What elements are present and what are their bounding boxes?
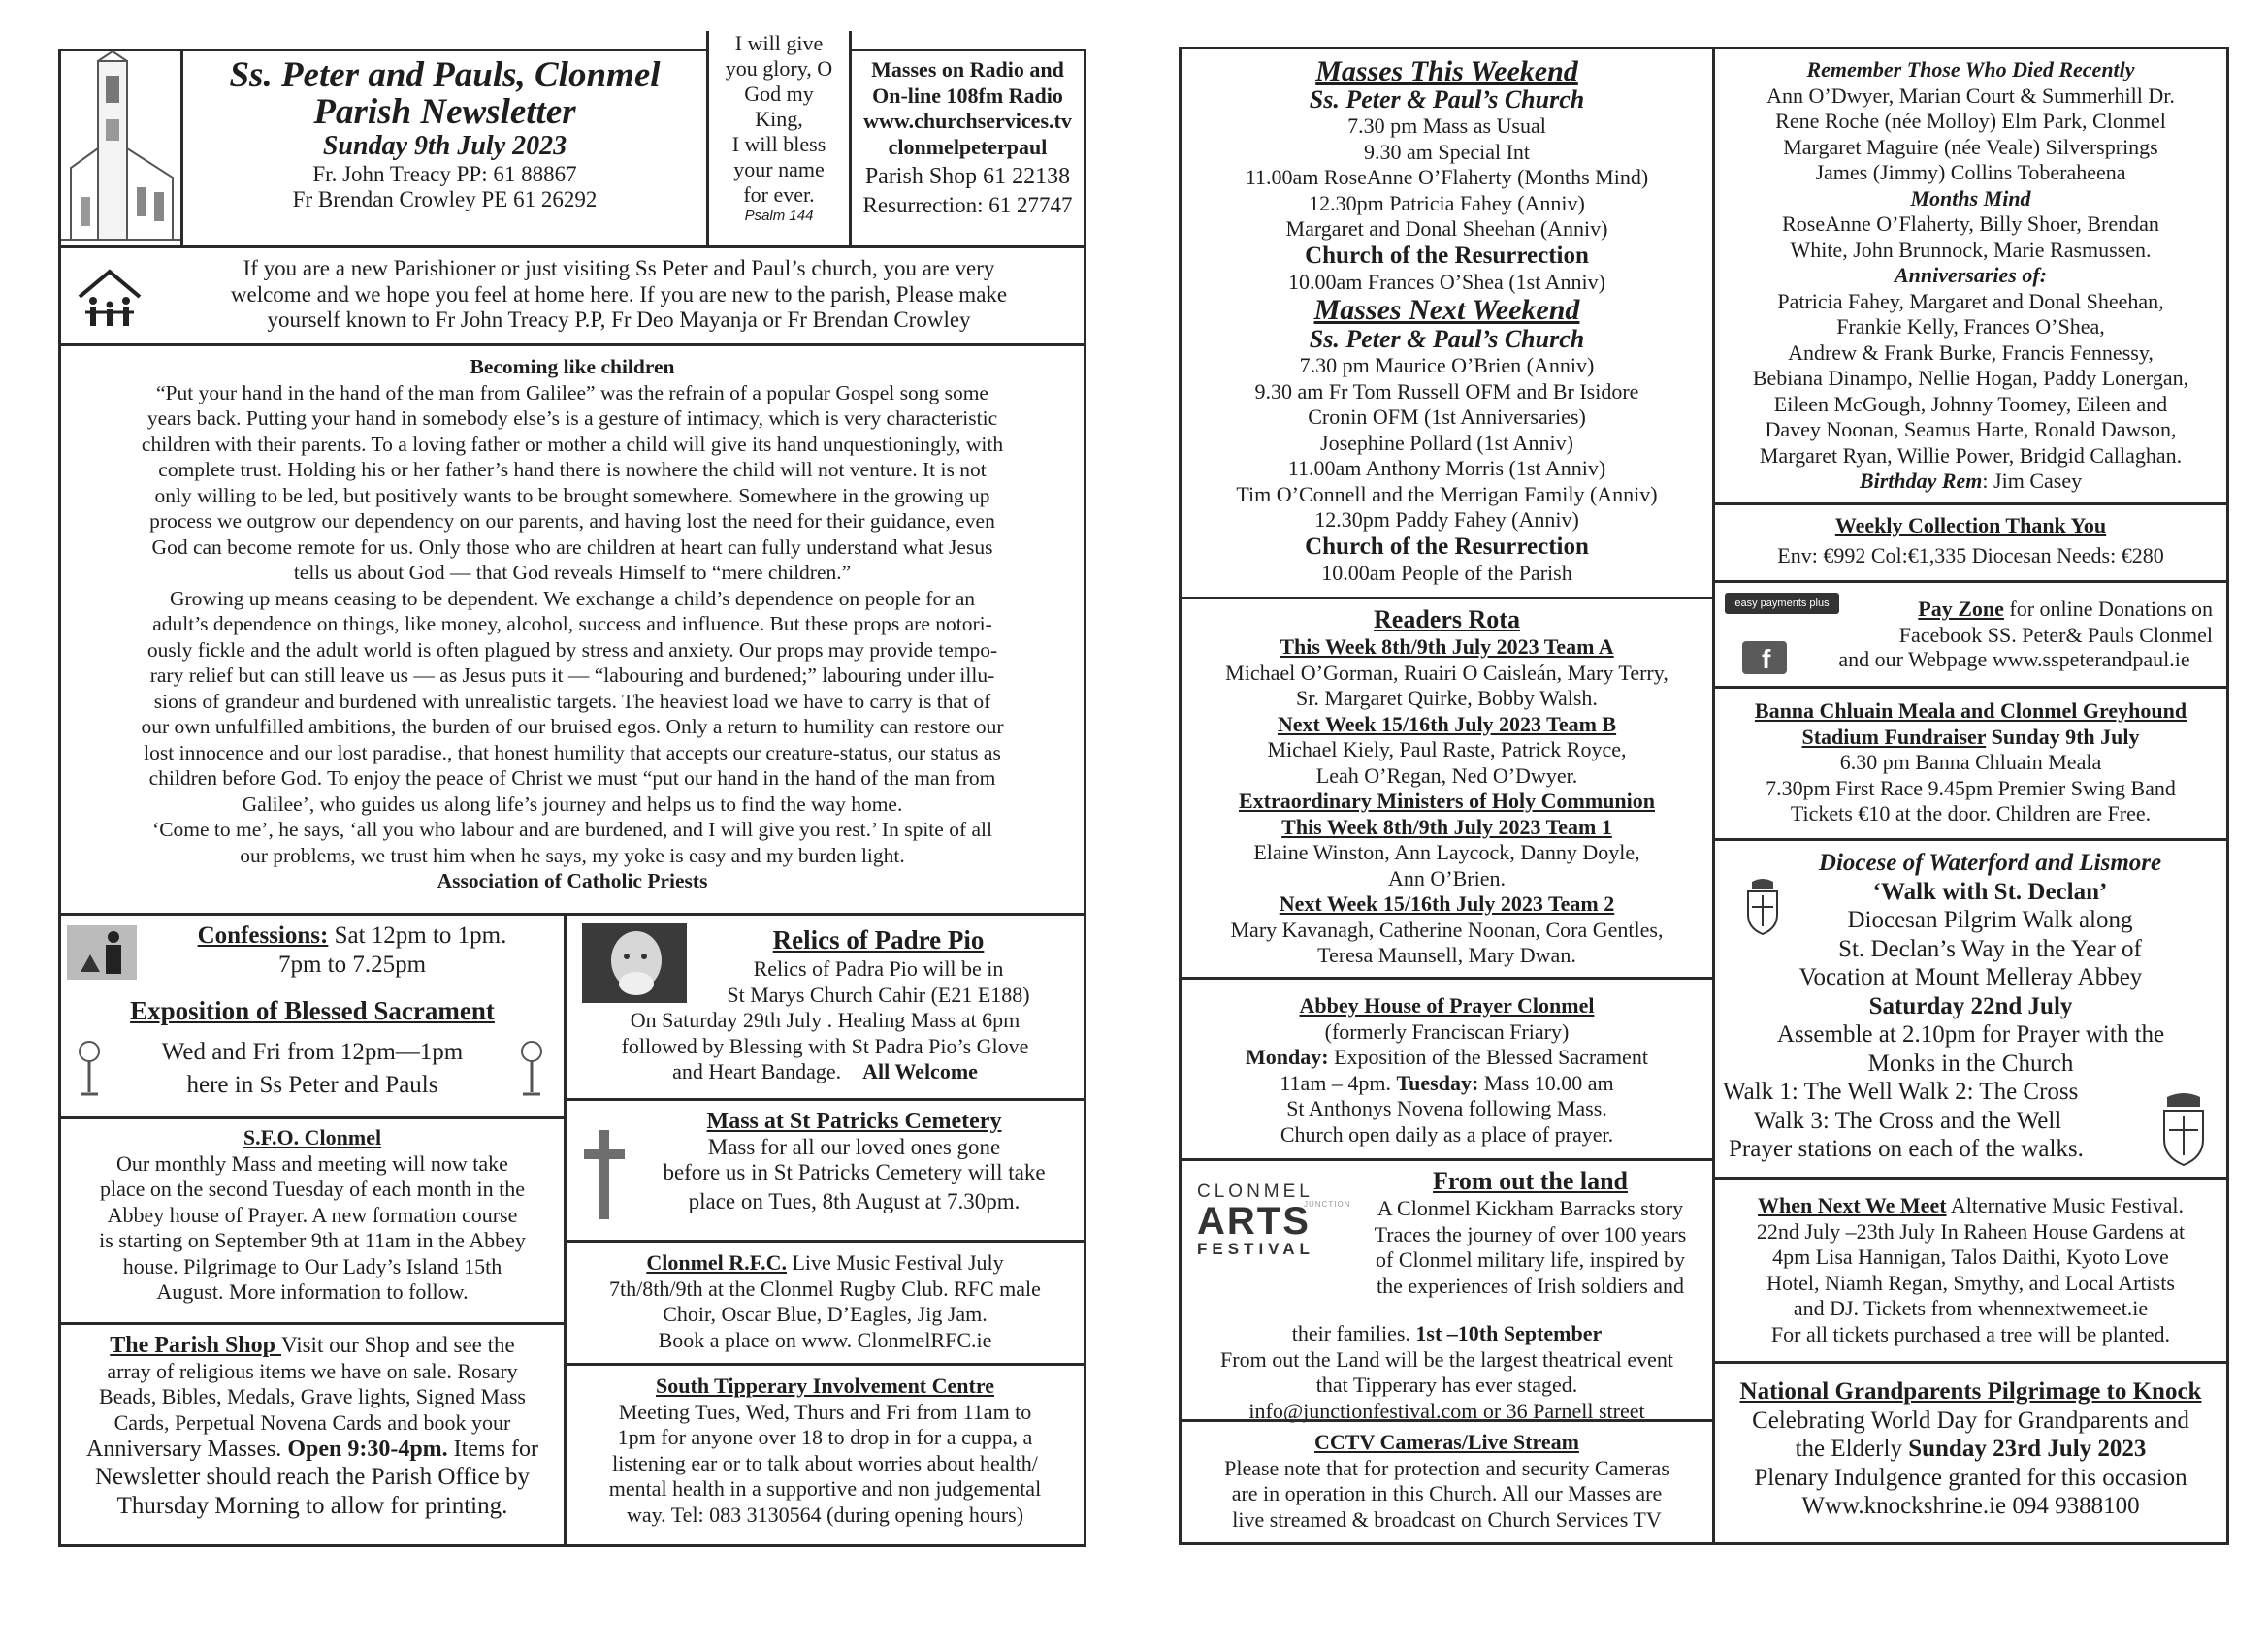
land-families: their families. [1291,1321,1416,1345]
involvement-line: listening ear or to talk about worries about health/ [612,1450,1038,1475]
readers-names: Leah O’Regan, Ned O’Dwyer. [1315,762,1578,788]
reflection-line: process we outgrow our dependency on our parents, and having lost the need for their guidance, even [149,509,995,533]
diocese-line: Diocesan Pilgrim Walk along [1847,907,2133,933]
mass-item: 7.30 pm Mass as Usual [1347,113,1546,138]
sfo-line: place on the second Tuesday of each month in the [99,1177,526,1201]
diocese-walks: Prayer stations on each of the walks. [1729,1136,2084,1162]
anniversaries-line: Bebiana Dinampo, Nellie Hogan, Paddy Lonergan, [1752,366,2189,390]
land-contact[interactable]: info@junctionfestival.com or 36 Parnell street [1248,1398,1645,1423]
payzone-text: for online Donations on [2003,597,2213,621]
easy-payments-badge: easy payments plus [1725,593,1839,614]
mass-item: Josephine Pollard (1st Anniv) [1320,430,1573,455]
shop-heading [61,1333,564,1359]
masses-resurrection-1: Church of the Resurrection [1305,242,1589,269]
shop-rest: Newsletter should reach the Parish Office by [94,1464,530,1490]
grandparents-date: Sunday 23rd July 2023 [1908,1436,2147,1462]
reflection-line: “Put your hand in the hand of the man from Galilee” was the refrain of a popular Gospel song some [156,380,988,404]
sfo-title: S.F.O. Clonmel [243,1125,382,1149]
banna-title: Banna Chluain Meala and Clonmel Greyhound [1754,698,2187,723]
cctv-line: are in operation in this Church. All our Masses are [1231,1481,1663,1505]
rfc-title: Clonmel R.F.C. [646,1250,787,1275]
radio-link[interactable]: www.churchservices.tv [863,109,1072,133]
psalm-line: I will give [734,31,824,55]
shop-open-hours: Open 9:30-4pm. [287,1437,448,1462]
whennext-line: 4pm Lisa Hannigan, Talos Daithi, Kyoto Love [1772,1245,2169,1269]
remember-title: Remember Those Who Died Recently [1806,57,2135,81]
mass-item: Cronin OFM (1st Anniversaries) [1308,404,1586,429]
reflection-line: complete trust. Holding his or her father’s hand there is nowhere the child will not venture. It is not [158,458,987,481]
reflection-line: tells us about God — that God reveals Himself to “mere children.” [293,561,852,584]
abbey-novena: St Anthonys Novena following Mass. [1286,1096,1607,1120]
reflection-line: only willing to be led, but positively wants to be brought somewhere. Somewhere in the growing up [154,483,990,507]
ministers-names: Elaine Winston, Ann Laycock, Danny Doyle, [1253,840,1640,864]
anniversaries-line: Andrew & Frank Burke, Francis Fennessy, [1788,340,2154,365]
months-mind-line: RoseAnne O’Flaherty, Billy Shoer, Brendan [1782,211,2159,236]
grandparents-box [1712,1361,2229,1545]
involvement-line: 1pm for anyone over 18 to drop in for a cuppa, a [617,1425,1033,1449]
birthday-line [1715,469,2226,495]
mass-item: Margaret and Donal Sheehan (Anniv) [1285,216,1608,241]
logo-arts: ARTS [1197,1200,1311,1243]
grandparents-title: National Grandparents Pilgrimage to Knock [1739,1378,2202,1405]
reflection-line: adult’s dependence on things, like money, alcohol, success and influence. But these props are notori- [152,612,992,635]
collection-box [1712,502,2229,583]
grandparents-contact[interactable]: Www.knockshrine.ie 094 9388100 [1801,1493,2140,1519]
mass-item: 10.00am People of the Parish [1321,560,1572,585]
abbey-monday-text: Exposition of the Blessed Sacrament [1328,1045,1648,1069]
banna-heading-2 [1715,725,2226,751]
land-line: A Clonmel Kickham Barracks story [1377,1196,1684,1220]
psalm-line: King, [755,107,803,131]
whennext-title: When Next We Meet [1758,1193,1947,1217]
radio-line: clonmelpeterpaul [888,134,1048,159]
radio-line: Masses on Radio and [871,57,1064,81]
abbey-tuesday-label: Tuesday: [1396,1070,1479,1095]
anniversaries-line: Margaret Ryan, Willie Power, Bridgid Callaghan. [1759,442,2183,468]
sfo-line: is starting on September 9th at 11am in the Abbey [99,1228,526,1252]
reflection-title: Becoming like children [470,355,675,378]
birthday-label: Birthday Rem [1859,469,1983,493]
ministers-names: Ann O’Brien. [1388,865,1506,890]
ministers-week: Next Week 15/16th July 2023 Team 2 [1279,891,1615,916]
remember-box [1712,47,2229,505]
months-mind-title: Months Mind [1910,185,2031,210]
mass-item: Tim O’Connell and the Merrigan Family (Anniv) [1236,481,1658,506]
land-line: Traces the journey of over 100 years [1374,1221,1687,1246]
sfo-line: house. Pilgrimage to Our Lady’s Island 15th [122,1253,502,1278]
welcome-line: welcome and we hope you feel at home here. If you are new to the parish, Please make [230,281,1008,307]
psalm-line: God my [744,81,814,106]
mass-item: 11.00am Anthony Morris (1st Anniv) [1287,456,1606,480]
priest-contact-2: Fr Brendan Crowley PE 61 26292 [292,187,598,211]
exposition-title: Exposition of Blessed Sacrament [130,996,495,1025]
reflection-line: lost innocence and our lost paradise., that honest humility that accepts our creature-status, our status as [144,740,1001,764]
welcome-line: yourself known to Fr John Treacy P.P, Fr Deo Mayanja or Fr Brendan Crowley [267,307,971,332]
readers-names: Sr. Margaret Quirke, Bobby Walsh. [1296,686,1598,710]
reflection-line: Galilee’, who guides us along life’s journey and helps us to find the way home. [242,792,903,816]
cemetery-line: before us in St Patricks Cemetery will take [663,1160,1046,1184]
land-dates-line [1182,1321,1712,1347]
masthead [58,31,1086,248]
relics-welcome: All Welcome [862,1059,978,1083]
anniversaries-line: Frankie Kelly, Frances O’Shea, [1836,314,2105,339]
banna-line: 6.30 pm Banna Chluain Meala [1839,750,2102,774]
rfc-heading [567,1250,1084,1277]
land-more: From out the Land will be the largest theatrical event [1220,1346,1673,1372]
banna-fundraiser: Stadium Fundraiser [1801,724,1987,749]
cemetery-box [564,1098,1086,1243]
reflection-author: Association of Catholic Priests [437,869,708,892]
sfo-line: August. More information to follow. [156,1279,469,1304]
psalm-line: your name [733,157,825,181]
payzone-box [1712,580,2229,689]
shop-hours-line [61,1436,564,1463]
confessions-label: Confessions: [197,922,329,949]
payzone-title[interactable]: Pay Zone [1918,597,2004,621]
logo-festival: FESTIVAL [1197,1240,1314,1258]
welcome-line: If you are a new Parishioner or just visiting Ss Peter and Paul’s church, you are very [243,256,995,280]
involvement-title: South Tipperary Involvement Centre [656,1374,994,1398]
confession-icon [67,925,137,980]
diocese-date: Saturday 22nd July [1868,992,2073,1019]
abbey-monday [1182,1045,1712,1071]
church-icon [61,51,180,245]
grandparents-line: Celebrating World Day for Grandparents and [1752,1406,2189,1434]
newsletter-title: Parish Newsletter [313,92,576,132]
birthday-name: : Jim Casey [1982,469,2083,493]
land-line: of Clonmel military life, inspired by [1376,1247,1685,1272]
mass-item: 9.30 am Fr Tom Russell OFM and Br Isidore [1254,378,1639,404]
remember-line: Margaret Maguire (née Veale) Silversprings [1783,134,2158,159]
logo-clonmel: CLONMEL [1197,1181,1313,1202]
anniversaries-line: Davey Noonan, Seamus Harte, Ronald Dawson, [1765,417,2177,441]
land-line: the experiences of Irish soldiers and [1376,1273,1685,1298]
remember-line: Ann O’Dwyer, Marian Court & Summerhill Dr. [1766,82,2175,108]
exposition-time: Wed and Fri from 12pm—1pm [161,1039,464,1065]
reflection-line: sions of grandeur and burdened with unrealistic targets. The heaviest load we have to carry is that of [153,689,991,713]
payzone-facebook: Facebook SS. Peter& Pauls Clonmel [1898,622,2213,647]
readers-names: Michael O’Gorman, Ruairi O Caisleán, Mary Terry, [1225,660,1669,685]
payzone-line-1 [1841,597,2213,623]
diocese-walks: Walk 1: The Well Walk 2: The Cross [1723,1079,2079,1105]
abbey-hours: 11am – 4pm. [1280,1070,1397,1095]
banna-line: 7.30pm First Race 9.45pm Premier Swing Band [1766,775,2176,800]
remember-line: Rene Roche (née Molloy) Elm Park, Clonmel [1775,109,2166,133]
reflection-box [58,343,1086,916]
psalm-line: you glory, O [725,56,833,81]
shop-rest: Items for [447,1437,538,1462]
whennext-line[interactable]: and DJ. Tickets from whennextwemeet.ie [1793,1296,2149,1320]
whennext-box [1712,1177,2229,1364]
sfo-line: Our monthly Mass and meeting will now take [116,1150,508,1176]
relics-title: Relics of Padre Pio [772,925,985,954]
abbey-tuesday-text: Mass 10.00 am [1478,1070,1614,1095]
grandparents-date-line [1715,1435,2226,1464]
logo-junction: JUNCTION [1304,1200,1351,1209]
land-box [1179,1158,1715,1422]
priest-contact-1: Fr. John Treacy PP: 61 88867 [312,162,577,186]
diocese-walks: Walk 3: The Cross and the Well [1754,1107,2062,1134]
diocese-walk: ‘Walk with St. Declan’ [1872,878,2108,905]
whennext-subtitle: Alternative Music Festival. [1946,1193,2184,1217]
diocese-more: Monks in the Church [1867,1050,2074,1077]
collection-title: Weekly Collection Thank You [1834,513,2107,537]
relics-line: St Marys Church Cahir (E21 E188) [727,982,1030,1007]
reflection-line: ‘Come to me’, he says, ‘all you who labour and are burdened, and I will give you rest.’ In spite of all [152,818,992,841]
shop-rest: Thursday Morning to allow for printing. [116,1493,508,1519]
land-dates: 1st –10th September [1415,1321,1603,1345]
reflection-line: years back. Putting your hand in somebody else’s is a gesture of intimacy, which is very characteristic [146,406,998,430]
masses-box [1179,47,1715,599]
land-more: that Tipperary has ever staged. [1315,1373,1578,1397]
payzone-webpage[interactable]: and our Webpage www.sspeterandpaul.ie [1838,647,2190,671]
mass-item: 12.30pm Patricia Fahey (Anniv) [1309,190,1585,215]
family-home-icon [76,266,144,334]
land-title: From out the land [1432,1167,1629,1195]
shop-line: Anniversary Masses. [86,1437,288,1462]
relics-line: followed by Blessing with St Padra Pio’s Glove [621,1033,1029,1058]
readers-week: Next Week 15/16th July 2023 Team B [1277,711,1617,736]
whennext-line: Hotel, Niamh Regan, Smythy, and Local Artists [1766,1270,2175,1295]
newsletter-date: Sunday 9th July 2023 [322,131,567,161]
diocese-more: Assemble at 2.10pm for Prayer with the [1776,1021,2165,1048]
rfc-line: 7th/8th/9th at the Clonmel Rugby Club. RFC male [609,1276,1041,1301]
whennext-line: 22nd July –23th July In Raheen House Gardens at [1756,1218,2186,1244]
ministers-week: This Week 8th/9th July 2023 Team 1 [1281,814,1612,839]
reflection-line: rary relief but can still leave us — as Jesus puts it — “labouring and burdened;” labouring under illu- [149,663,995,687]
readers-box [1179,597,1715,980]
involvement-line: Meeting Tues, Wed, Thurs and Fri from 11am to [618,1399,1032,1424]
anniversaries-line: Patricia Fahey, Margaret and Donal Sheehan, [1777,288,2164,313]
grandparents-elderly: the Elderly [1795,1436,1909,1462]
rfc-line: Choir, Oscar Blue, D’Eagles, Jig Jam. [663,1302,988,1326]
arts-festival-logo [1197,1182,1362,1258]
readers-week: This Week 8th/9th July 2023 Team A [1280,634,1614,659]
parish-title: Ss. Peter and Pauls, Clonmel [229,55,661,95]
parish-shop-phone: Parish Shop 61 22138 [864,164,1071,189]
abbey-subtitle: (formerly Franciscan Friary) [1324,1018,1570,1044]
relics-last-line [567,1059,1084,1085]
relics-box [564,913,1086,1101]
cemetery-title: Mass at St Patricks Cemetery [706,1109,1002,1134]
cctv-line: Please note that for protection and security Cameras [1224,1455,1669,1480]
reflection-line: Growing up means ceasing to be dependent. We exchange a child’s dependence on people for an [169,586,976,610]
shop-line: Beads, Bibles, Medals, Grave lights, Signed Mass [99,1384,526,1408]
rfc-link[interactable]: Book a place on www. ClonmelRFC.ie [658,1327,992,1352]
banna-date: Sunday 9th July [1986,724,2140,749]
psalm-box [706,31,852,248]
rfc-title-rest: Live Music Festival July [786,1250,1004,1275]
diocese-line: Vocation at Mount Melleray Abbey [1798,964,2143,990]
confessions-time-1: Sat 12pm to 1pm. [328,922,507,949]
abbey-box [1179,977,1715,1161]
sfo-line: Abbey house of Prayer. A new formation course [107,1202,518,1227]
rfc-box [564,1240,1086,1366]
abbey-monday-label: Monday: [1246,1045,1329,1069]
shop-line: array of religious items we have on sale. Rosary [107,1358,518,1383]
masses-this-weekend-title: Masses This Weekend [1315,55,1578,87]
cemetery-line: place on Tues, 8th August at 7.30pm. [688,1188,1021,1213]
cross-icon [580,1126,629,1223]
relics-line: On Saturday 29th July . Healing Mass at 6pm [630,1008,1021,1032]
reflection-line: our own unfulfilled ambitions, the burden of our bruised egos. Only a return to humility can restore our [141,715,1004,738]
parish-shop-box [58,1322,567,1547]
remember-line: James (Jimmy) Collins Toberaheena [1815,160,2126,184]
abbey-tuesday [1182,1071,1712,1097]
reflection-line: ously fickle and the adult world is often plagued by stress and anxiety. Our props may provide tempo- [146,637,998,662]
months-mind-line: White, John Brunnock, Marie Rasmussen. [1790,237,2152,262]
anniversaries-title: Anniversaries of: [1894,263,2048,287]
readers-names: Michael Kiely, Paul Raste, Patrick Royce, [1267,737,1627,761]
collection-amounts: Env: €992 Col:€1,335 Diocesan Needs: €280 [1777,542,2164,567]
facebook-icon[interactable] [1742,641,1787,674]
masses-resurrection-2: Church of the Resurrection [1305,533,1589,560]
shop-line: Visit our Shop and see the [280,1333,515,1357]
cctv-line: live streamed & broadcast on Church Services TV [1232,1506,1662,1532]
diocese-box [1712,838,2229,1180]
psalm-line: I will bless [731,132,826,156]
resurrection-phone: Resurrection: 61 27747 [862,193,1073,217]
shop-title: The Parish Shop [110,1333,281,1358]
relics-bandage: and Heart Bandage. [672,1059,842,1083]
mass-item: 9.30 am Special Int [1363,139,1531,164]
anniversaries-line: Eileen McGough, Johnny Toomey, Eileen and [1773,391,2168,416]
banna-box [1712,686,2229,841]
welcome-box [58,245,1086,346]
confessions-line [139,922,566,951]
masses-next-weekend-title: Masses Next Weekend [1313,294,1580,326]
abbey-open: Church open daily as a place of prayer. [1280,1121,1614,1147]
shop-line: Cards, Perpetual Novena Cards and book your [113,1409,511,1435]
ministers-title: Extraordinary Ministers of Holy Communion [1239,789,1655,813]
masses-church-2: Ss. Peter & Paul’s Church [1309,325,1585,353]
radio-box [849,48,1086,248]
reflection-line: our problems, we trust him when he says, my yoke is easy and my burden light. [240,843,905,867]
banna-line: Tickets €10 at the door. Children are Free. [1790,801,2152,825]
psalm-line: for ever. [743,182,815,207]
whennext-heading [1715,1193,2226,1219]
relics-line: Relics of Padra Pio will be in [753,956,1004,981]
mass-item: 11.00am RoseAnne O’Flaherty (Months Mind) [1245,165,1649,189]
whennext-line: For all tickets purchased a tree will be planted. [1770,1321,2171,1346]
church-image-box [58,48,183,248]
reflection-line: God can become remote for us. Only those who are children at heart can fully understand what Jesus [151,534,993,559]
involvement-box [564,1363,1086,1547]
title-box [180,48,709,248]
cemetery-line: Mass for all our loved ones gone [707,1134,1001,1159]
psalm-reference: Psalm 144 [744,208,814,224]
grandparents-line: Plenary Indulgence granted for this occasion [1754,1464,2187,1491]
involvement-line: mental health in a supportive and non judgemental [608,1476,1042,1501]
reflection-line: children before God. To enjoy the peace of Christ we must “put our hand in the hand of the man from [148,766,996,790]
confessions-time-2: 7pm to 7.25pm [277,951,427,978]
ministers-names: Mary Kavanagh, Catherine Noonan, Cora Gentles, [1230,917,1664,942]
exposition-place: here in Ss Peter and Pauls [186,1072,438,1098]
confessions-box [58,913,567,1119]
sfo-box [58,1116,567,1325]
cctv-box [1179,1419,1715,1545]
mass-item: 12.30pm Paddy Fahey (Anniv) [1314,507,1579,532]
diocese-line: St. Declan’s Way in the Year of [1838,935,2142,962]
abbey-title: Abbey House of Prayer Clonmel [1299,993,1595,1018]
svg-text:f: f [1762,644,1771,674]
cctv-title: CCTV Cameras/Live Stream [1314,1430,1579,1454]
readers-title: Readers Rota [1374,605,1520,633]
anniversaries-label: Anniversaries of [1894,263,2040,287]
masses-church-1: Ss. Peter & Paul’s Church [1309,85,1585,113]
radio-line: On-line 108fm Radio [872,82,1063,108]
mass-item: 10.00am Frances O’Shea (1st Anniv) [1288,269,1605,294]
diocese-title: Diocese of Waterford and Lismore [1818,850,2162,876]
ministers-names: Teresa Maunsell, Mary Dwan. [1317,943,1576,967]
mass-item: 7.30 pm Maurice O’Brien (Anniv) [1299,353,1595,377]
reflection-line: children with their parents. To a loving father or mother a child will give its hand unquestioningly, with [141,432,1004,456]
involvement-line: way. Tel: 083 3130564 (during opening hours) [626,1502,1024,1527]
